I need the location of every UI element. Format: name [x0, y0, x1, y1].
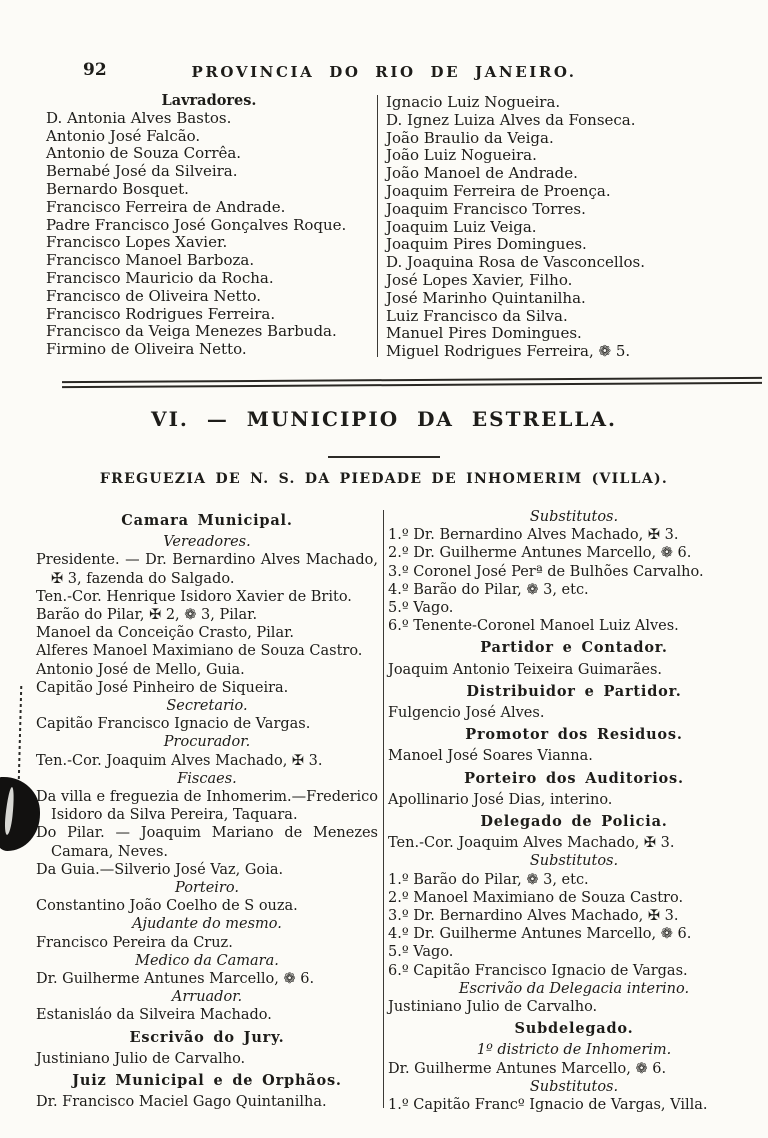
- listing-item: Apollinario José Dias, interino.: [388, 791, 613, 808]
- listing-item: 3.º Dr. Bernardino Alves Machado, ✠ 3.: [388, 908, 679, 925]
- lavrador-name: Luiz Francisco da Silva.: [386, 306, 568, 325]
- listing-item: Ten.-Cor. Henrique Isidoro Xavier de Brito.: [36, 588, 352, 605]
- listing-item: Capitão Francisco Ignacio de Vargas.: [36, 716, 311, 733]
- lavradores-right-list: [386, 94, 760, 361]
- lavrador-name: D. Antonia Alves Bastos.: [46, 108, 232, 127]
- lavradores-left-list: [46, 110, 372, 359]
- lavrador-name: Antonio de Souza Corrêa.: [46, 144, 242, 163]
- listing-item: Da Guia.—Silverio José Vaz, Goia.: [36, 861, 284, 878]
- lavrador-name: Ignacio Luiz Nogueira.: [386, 93, 561, 111]
- listing-item: Medico da Camara.: [135, 952, 279, 969]
- lavrador-name: Francisco Manoel Barboza.: [46, 251, 255, 270]
- listing-item: Barão do Pilar, ✠ 2, ❁ 3, Pilar.: [36, 607, 258, 624]
- listing-item: Juiz Municipal e de Orphãos.: [72, 1072, 342, 1090]
- lavradores-heading: Lavradores.: [161, 92, 257, 109]
- ink-blot-artifact: [0, 777, 40, 851]
- lavrador-name: Joaquim Ferreira de Proença.: [386, 181, 611, 200]
- lavrador-name: Miguel Rodrigues Ferreira, ❁ 5.: [386, 342, 631, 361]
- title-underline-rule: [328, 456, 440, 458]
- lavrador-name: José Marinho Quintanilha.: [386, 288, 586, 307]
- listing-item: 3.º Coronel José Perª de Bulhões Carvalho.: [388, 563, 704, 580]
- listing-item: Dr. Guilherme Antunes Marcello, ❁ 6.: [36, 971, 315, 988]
- listing-item: Joaquim Antonio Teixeira Guimarães.: [388, 661, 662, 678]
- lavrador-name: José Lopes Xavier, Filho.: [386, 270, 573, 289]
- listing-item: Secretario.: [166, 698, 248, 715]
- lavrador-name: João Luiz Nogueira.: [386, 146, 537, 165]
- listing-item: 1.º Dr. Bernardino Alves Machado, ✠ 3.: [388, 527, 679, 544]
- listing-item: Substitutos.: [529, 509, 619, 525]
- lavrador-name: Francisco Mauricio da Rocha.: [46, 268, 274, 287]
- listing-item: 4.º Barão do Pilar, ❁ 3, etc.: [388, 581, 589, 598]
- lavrador-name: Manuel Pires Domingues.: [386, 324, 582, 343]
- freguezia-subtitle: FREGUEZIA DE N. S. DA PIEDADE DE INHOMERIM (VILLA).: [99, 471, 669, 487]
- lavrador-name: Francisco Ferreira de Andrade.: [46, 197, 286, 216]
- listing-item: Alferes Manoel Maximiano de Souza Castro.: [36, 643, 363, 660]
- listing-item: Ten.-Cor. Joaquim Alves Machado, ✠ 3.: [36, 752, 323, 769]
- column-divider-bottom: [383, 510, 384, 1108]
- listing-item: Camara Municipal.: [121, 512, 293, 529]
- lavrador-name: Joaquim Francisco Torres.: [386, 199, 586, 218]
- listing-item: Antonio José de Mello, Guia.: [36, 661, 245, 678]
- lavrador-name: Francisco Rodrigues Ferreira.: [46, 304, 276, 323]
- listing-item: Ajudante do mesmo.: [132, 916, 282, 933]
- listing-item: Promotor dos Residuos.: [465, 726, 683, 744]
- lavradores-left-column: [46, 92, 372, 359]
- listing-item: Vereadores.: [163, 534, 251, 551]
- lavrador-name: Firmino de Oliveira Netto.: [46, 340, 247, 359]
- listing-item: Subdelegado.: [514, 1020, 634, 1038]
- municipio-section-title: VI. — MUNICIPIO DA ESTRELLA.: [151, 407, 617, 431]
- listing-item: 2.º Manoel Maximiano de Souza Castro.: [388, 889, 684, 906]
- scan-speckle-line: [18, 686, 23, 782]
- listing-item: Fiscaes.: [177, 770, 237, 787]
- listing-item: 5.º Vago.: [388, 600, 454, 617]
- listing-item: 5.º Vago.: [388, 944, 454, 961]
- lavradores-right-column: [386, 94, 760, 361]
- listing-item: Distribuidor e Partidor.: [466, 682, 682, 700]
- listing-item: 6.º Tenente-Coronel Manoel Luiz Alves.: [388, 618, 679, 635]
- listing-item: Substitutos.: [529, 853, 619, 870]
- lavrador-name: D. Ignez Luiza Alves da Fonseca.: [386, 110, 636, 129]
- listing-item: Presidente. — Dr. Bernardino Alves Machado, ✠ 3, fazenda do Salgado.: [36, 552, 378, 587]
- running-title: PROVINCIA DO RIO DE JANEIRO.: [191, 63, 577, 81]
- lavrador-name: Bernardo Bosquet.: [46, 179, 189, 198]
- listing-item: Porteiro dos Auditorios.: [464, 769, 684, 787]
- listing-item: 1.º Barão do Pilar, ❁ 3, etc.: [388, 871, 589, 888]
- listing-item: Partidor e Contador.: [480, 639, 668, 657]
- page-number: 92: [83, 60, 107, 80]
- listing-item: Manoel José Soares Vianna.: [388, 748, 593, 765]
- listing-item: Dr. Francisco Maciel Gago Quintanilha.: [36, 1094, 327, 1111]
- listing-item: Da villa e freguezia de Inhomerim.—Frederico Isidoro da Silva Pereira, Taquara.: [36, 789, 378, 824]
- lavrador-name: Joaquim Luiz Veiga.: [386, 217, 537, 236]
- lavrador-name: D. Joaquina Rosa de Vasconcellos.: [386, 253, 645, 272]
- lavrador-name: João Braulio da Veiga.: [386, 128, 554, 147]
- listing-item: Procurador.: [163, 734, 251, 751]
- listing-item: Do Pilar. — Joaquim Mariano de Menezes Camara, Neves.: [36, 825, 378, 860]
- section-divider-rule: [62, 377, 762, 388]
- listing-item: Capitão José Pinheiro de Siqueira.: [36, 679, 289, 696]
- listing-item: Substitutos.: [529, 1078, 619, 1095]
- lavrador-name: João Manoel de Andrade.: [386, 164, 578, 183]
- listing-item: 1º districto de Inhomerim.: [476, 1042, 672, 1059]
- listing-item: Justiniano Julio de Carvalho.: [36, 1050, 246, 1067]
- listing-item: 4.º Dr. Guilherme Antunes Marcello, ❁ 6.: [388, 926, 692, 943]
- listing-item: Dr. Guilherme Antunes Marcello, ❁ 6.: [388, 1060, 667, 1077]
- listing-item: Arruador.: [171, 989, 243, 1006]
- listing-item: Estanisláo da Silveira Machado.: [36, 1007, 272, 1024]
- listing-item: Escrivão do Jury.: [129, 1028, 285, 1046]
- listing-item: 2.º Dr. Guilherme Antunes Marcello, ❁ 6.: [388, 545, 692, 562]
- listing-item: Fulgencio José Alves.: [388, 705, 545, 722]
- listing-item: Justiniano Julio de Carvalho.: [388, 999, 598, 1016]
- lavrador-name: Antonio José Falcão.: [46, 126, 201, 145]
- lavrador-name: Francisco da Veiga Menezes Barbuda.: [46, 322, 337, 341]
- listing-left-column: [36, 508, 378, 1112]
- listing-item: Porteiro.: [175, 880, 239, 897]
- listing-item: Constantino João Coelho de S ouza.: [36, 898, 298, 915]
- listing-item: Francisco Pereira da Cruz.: [36, 934, 233, 951]
- column-divider-top: [377, 95, 378, 357]
- lavrador-name: Francisco de Oliveira Netto.: [46, 286, 262, 305]
- listing-right-column: [388, 508, 760, 1114]
- lavrador-name: Padre Francisco José Gonçalves Roque.: [46, 215, 347, 234]
- lavrador-name: Bernabé José da Silveira.: [46, 162, 238, 181]
- listing-item: 6.º Capitão Francisco Ignacio de Vargas.: [388, 962, 688, 979]
- listing-item: 1.º Capitão Francº Ignacio de Vargas, Villa.: [388, 1097, 708, 1114]
- lavrador-name: Francisco Lopes Xavier.: [46, 233, 228, 252]
- listing-item: Manoel da Conceição Crasto, Pilar.: [36, 625, 295, 642]
- listing-item: Delegado de Policia.: [480, 813, 668, 831]
- lavrador-name: Joaquim Pires Domingues.: [386, 235, 587, 254]
- listing-item: Ten.-Cor. Joaquim Alves Machado, ✠ 3.: [388, 835, 675, 852]
- listing-item: Escrivão da Delegacia interino.: [458, 980, 690, 997]
